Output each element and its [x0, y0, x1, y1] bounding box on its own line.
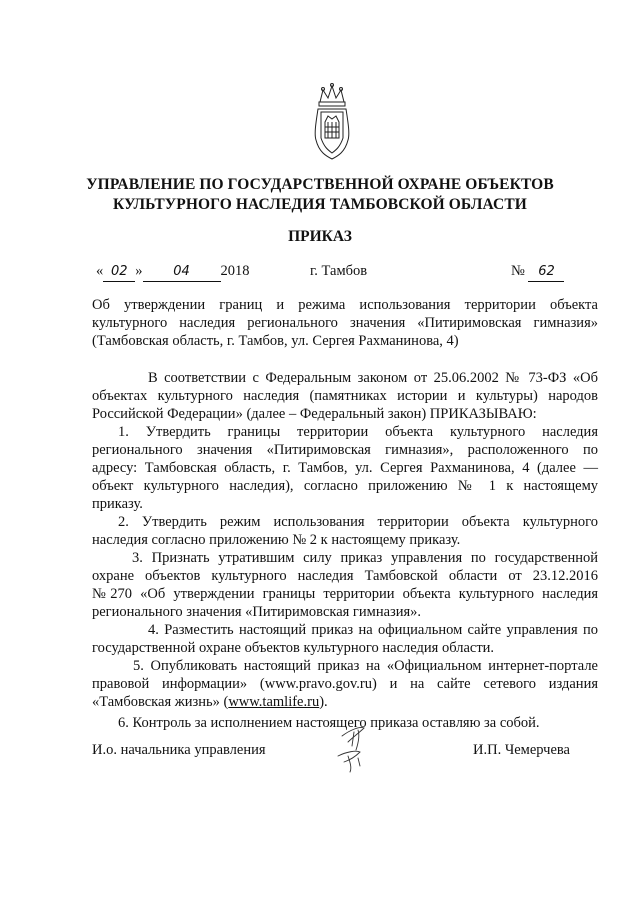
order-item-4-line: государственной охране объектов культурного наследия области. [92, 640, 495, 656]
city: г. Тамбов [310, 263, 368, 279]
order-number [511, 262, 564, 282]
item-5-text-prefix: «Тамбовская жизнь» ( [92, 694, 229, 710]
order-item-3-line: №270 «Об утверждении границы территории объекта культурного наследия [92, 586, 598, 602]
order-item-5-line: правовой информации» (www.pravo.gov.ru) и на сайте сетевого издания [92, 676, 598, 692]
preamble-line: объектах культурного наследия (памятниках истории и культуры) народов [92, 388, 598, 404]
order-item-1-line: приказу. [92, 496, 143, 512]
crown-shield-icon [312, 82, 352, 160]
tamlife-link[interactable]: www.tamlife.ru [228, 694, 320, 710]
coat-of-arms-emblem [312, 82, 352, 160]
order-item-2-line: 2. Утвердить режим использования территории объекта культурного [118, 514, 598, 530]
preamble-line: Российской Федерации» (далее – Федеральный закон) ПРИКАЗЫВАЮ: [92, 406, 537, 422]
item-5-text-suffix: ). [319, 694, 328, 710]
date-year: 2018 [220, 263, 250, 279]
order-item-3-line: регионального значения «Питиримовская гимназия». [92, 604, 422, 620]
number-label: № [511, 263, 525, 279]
date-open-quote: « [96, 263, 104, 279]
organization-name-line-1: УПРАВЛЕНИЕ ПО ГОСУДАРСТВЕННОЙ ОХРАНЕ ОБЪЕКТОВ [86, 176, 554, 193]
order-item-2-line: наследия согласно приложению № 2 к настоящему приказу. [92, 532, 461, 548]
organization-name-line-2: КУЛЬТУРНОГО НАСЛЕДИЯ ТАМБОВСКОЙ ОБЛАСТИ [113, 196, 527, 213]
order-item-5-line: 5. Опубликовать настоящий приказ на «Официальном интернет-портале [133, 658, 598, 674]
handwritten-signature [330, 722, 380, 774]
order-title-line: Об утверждении границ и режима использования территории объекта [92, 297, 598, 313]
order-item-1-line: 1. Утвердить границы территории объекта культурного наследия [118, 424, 598, 440]
order-item-4-line: 4. Разместить настоящий приказ на официальном сайте управления по [148, 622, 598, 638]
preamble-line: В соответствии с Федеральным законом от 25.06.2002 № 73-ФЗ «Об [148, 370, 598, 386]
date-day-handwritten: 02 [103, 263, 135, 282]
signature-icon [330, 722, 380, 774]
order-item-3-line: охране объектов культурного наследия Тамбовской области от 23.12.2016 [92, 568, 598, 584]
date-close-quote: » [135, 263, 143, 279]
date-month-handwritten: 04 [143, 263, 221, 282]
order-item-3-line: 3. Признать утратившим силу приказ управления по государственной [132, 550, 598, 566]
order-date [96, 262, 250, 282]
order-title-line: (Тамбовская область, г. Тамбов, ул. Сергея Рахманинова, 4) [92, 333, 459, 349]
order-item-6-line: 6. Контроль за исполнением настоящего приказа оставляю за собой. [118, 715, 540, 731]
order-item-1-line: регионального значения «Питиримовская гимназия», расположенного по [92, 442, 598, 458]
signer-name: И.П. Чемерчева [473, 742, 570, 758]
number-value-handwritten: 62 [528, 263, 564, 282]
order-item-1-line: адресу: Тамбовская область, г. Тамбов, ул. Сергея Рахманинова, 4 (далее — [92, 460, 598, 476]
order-item-5-line [92, 693, 598, 711]
order-title-line: культурного наследия регионального значения «Питиримовская гимназия» [92, 315, 598, 331]
order-item-1-line: объект культурного наследия), согласно приложению № 1 к настоящему [92, 478, 598, 494]
signer-position: И.о. начальника управления [92, 742, 266, 758]
document-type-heading: ПРИКАЗ [288, 228, 352, 245]
